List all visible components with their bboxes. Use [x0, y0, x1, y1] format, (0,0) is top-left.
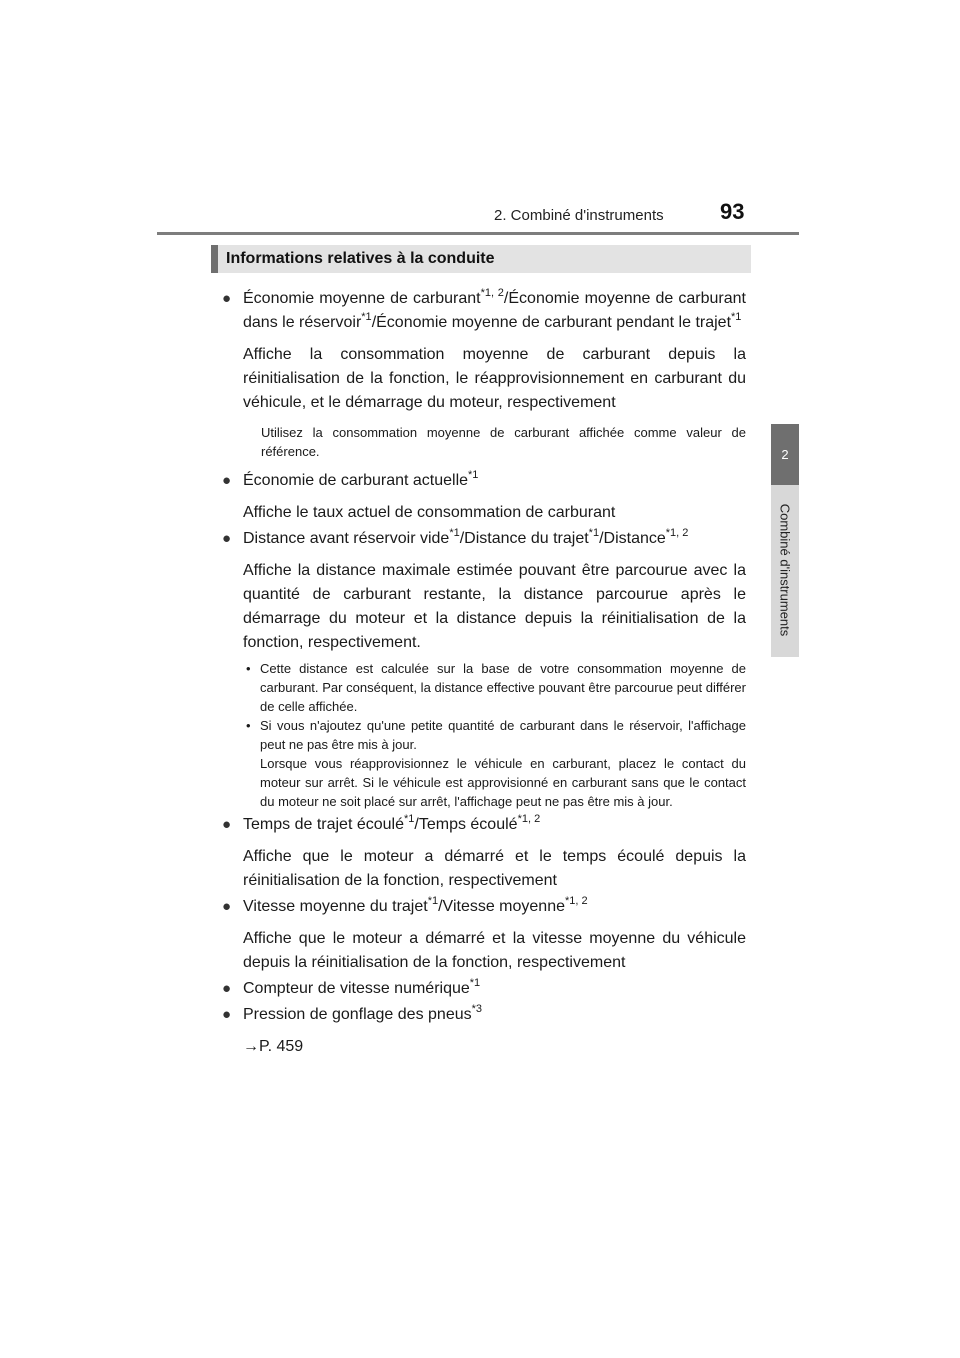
title-text: Vitesse moyenne du trajet — [243, 898, 428, 915]
item-title — [222, 469, 746, 493]
item-description: Affiche la consommation moyenne de carburant depuis la réinitialisation de la fonction, le réapprovisionnement en carburant du véhicule, et le démarrage du moteur, respectivement — [243, 346, 746, 411]
list-item — [222, 469, 746, 525]
main-content — [222, 287, 746, 1059]
footnote-marker: *1 — [468, 469, 479, 481]
title-text: Pression de gonflage des pneus — [243, 1006, 472, 1023]
footnote-marker: *1 — [469, 977, 481, 989]
note-text: Si vous n'ajoutez qu'une petite quantité de carburant dans le réservoir, l'affichage peut ne pas être mis à jour. — [260, 718, 746, 752]
footnote-marker: *1 — [427, 895, 439, 907]
list-item — [222, 977, 746, 1001]
title-text: /Distance du trajet — [459, 530, 589, 547]
list-item — [222, 895, 746, 975]
section-heading — [211, 245, 751, 273]
title-text: /Économie moyenne de carburant pendant le trajet — [371, 314, 732, 331]
footnote-marker: *1, 2 — [480, 287, 504, 299]
notes-list — [222, 659, 746, 811]
title-text: /Économie moyenne de carburant dans le réservoir — [243, 290, 746, 331]
chapter-tab-label: Combiné d'instruments — [777, 503, 793, 637]
dot-icon: • — [246, 661, 251, 676]
list-item — [222, 1003, 746, 1059]
title-text: /Temps écoulé — [414, 816, 518, 833]
item-description: Affiche la distance maximale estimée pouvant être parcourue avec la quantité de carburant restante, la distance parcourue après le démarrage du moteur et la distance depuis la réinitialisation de la fonction, respectivement. — [243, 562, 746, 651]
footnote-marker: *1, 2 — [665, 527, 689, 539]
bullet-icon: ● — [222, 980, 232, 997]
note-text: Cette distance est calculée sur la base de votre consommation moyenne de carburant. Par conséquent, la distance effective pouvant être parcourue peut différer de celle affichée. — [260, 661, 746, 714]
title-text: Économie moyenne de carburant — [243, 290, 481, 307]
title-text: /Vitesse moyenne — [438, 898, 565, 915]
item-title — [222, 813, 746, 837]
footnote-marker: *3 — [471, 1003, 483, 1015]
note-extra-text: Lorsque vous réapprovisionnez le véhicule en carburant, placez le contact du moteur sur arrêt. Si le véhicule est approvisionné en carburant sans que le contact du moteur ne soit placé sur arrêt, l'affichage peut ne pas être mis à jour. — [260, 756, 746, 809]
section-title: Informations relatives à la conduite — [226, 250, 495, 267]
title-text: /Distance — [599, 530, 666, 547]
title-text: Économie de carburant actuelle — [243, 472, 469, 489]
list-item — [222, 813, 746, 893]
title-text: Temps de trajet écoulé — [243, 816, 404, 833]
header-divider — [157, 232, 799, 235]
bullet-icon: ● — [222, 1006, 232, 1023]
title-text: Compteur de vitesse numérique — [243, 980, 470, 997]
bullet-icon: ● — [222, 898, 232, 915]
title-text: Distance avant réservoir vide — [243, 530, 450, 547]
footnote-marker: *1 — [361, 311, 372, 323]
bullet-icon: ● — [222, 472, 232, 489]
item-title — [222, 287, 746, 335]
chapter-title: 2. Combiné d'instruments — [494, 207, 664, 224]
item-title — [222, 527, 746, 551]
item-title — [222, 977, 746, 1001]
note-bullet-item — [243, 659, 746, 716]
item-title — [222, 895, 746, 919]
bullet-icon: ● — [222, 530, 232, 547]
chapter-tab-number: 2 — [771, 424, 799, 485]
footnote-marker: *1 — [588, 527, 600, 539]
item-description: Affiche le taux actuel de consommation de carburant — [243, 504, 616, 521]
item-title — [222, 1003, 746, 1027]
footnote-marker: *1 — [731, 311, 742, 323]
footnote-marker: *1, 2 — [517, 813, 541, 825]
bullet-icon: ● — [222, 816, 232, 833]
item-note: Utilisez la consommation moyenne de carburant affichée comme valeur de référence. — [261, 425, 746, 459]
item-description: Affiche que le moteur a démarré et le temps écoulé depuis la réinitialisation de la fonction, respectivement — [243, 848, 746, 889]
note-bullet-item — [243, 716, 746, 811]
item-description: Affiche que le moteur a démarré et la vitesse moyenne du véhicule depuis la réinitialisation de la fonction, respectivement — [243, 930, 746, 971]
page-number: 93 — [720, 199, 745, 224]
dot-icon: • — [246, 718, 251, 733]
list-item — [222, 527, 746, 811]
page-reference-link[interactable]: →P. 459 — [243, 1038, 304, 1055]
list-item — [222, 287, 746, 461]
footnote-marker: *1 — [449, 527, 460, 539]
footnote-marker: *1 — [403, 813, 415, 825]
footnote-marker: *1, 2 — [565, 895, 588, 907]
bullet-icon: ● — [222, 290, 232, 307]
